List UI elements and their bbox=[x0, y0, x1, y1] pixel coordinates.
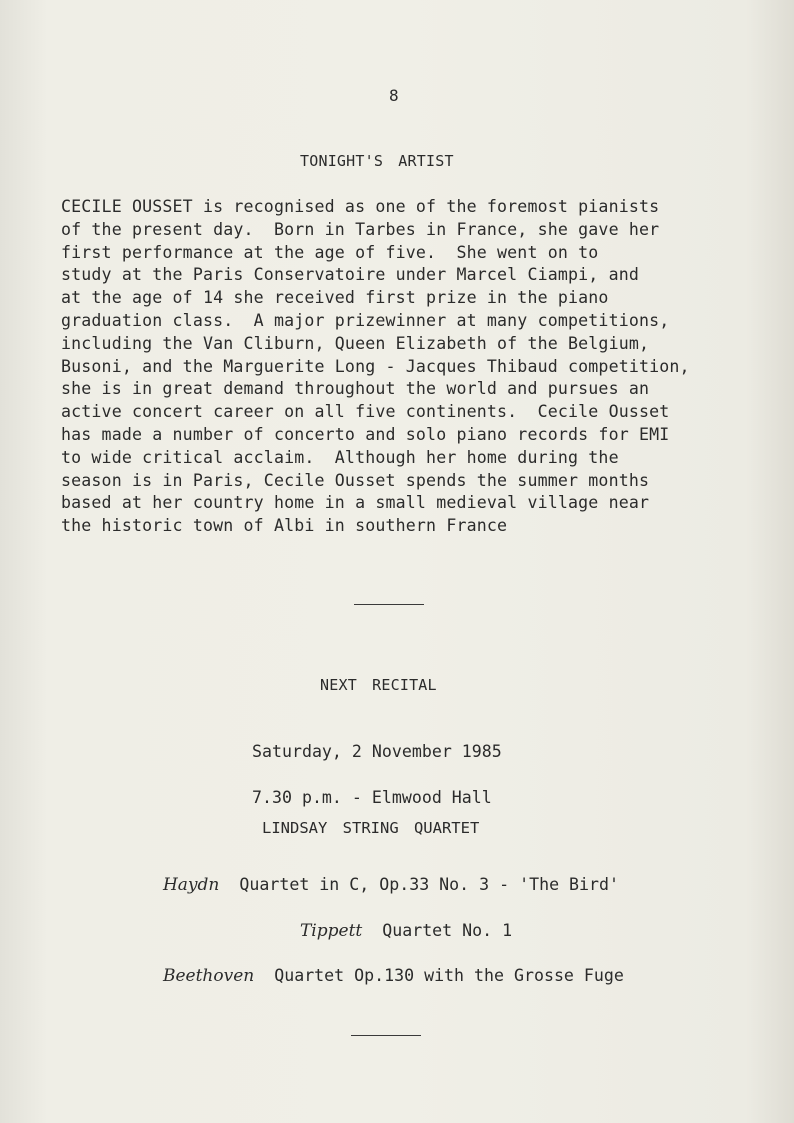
recital-time-venue: 7.30 p.m. - Elmwood Hall bbox=[252, 788, 492, 807]
bio-line: graduation class. A major prizewinner at many competitions, bbox=[61, 310, 670, 330]
bio-line: at the age of 14 she received first prize in the piano bbox=[61, 288, 609, 308]
bio-line: based at her country home in a small medieval village near bbox=[61, 493, 650, 513]
bio-line: including the Van Cliburn, Queen Elizabeth of the Belgium, bbox=[61, 333, 650, 353]
bio-line: of the present day. Born in Tarbes in France, she gave her bbox=[61, 219, 660, 239]
recital-ensemble: LINDSAY STRING QUARTET bbox=[262, 819, 480, 837]
footer-divider bbox=[351, 1035, 421, 1036]
artist-biography bbox=[61, 196, 781, 538]
composer-name: Tippett bbox=[299, 921, 363, 941]
recital-date: Saturday, 2 November 1985 bbox=[252, 742, 502, 761]
bio-line: season is in Paris, Cecile Ousset spends the summer months bbox=[61, 470, 650, 490]
bio-line: she is in great demand throughout the world and pursues an bbox=[61, 379, 650, 399]
next-recital-heading: NEXT RECITAL bbox=[320, 676, 437, 694]
page-number: 8 bbox=[389, 86, 399, 105]
tonights-artist-heading: TONIGHT'S ARTIST bbox=[300, 152, 454, 170]
bio-line: first performance at the age of five. She went on to bbox=[61, 242, 599, 262]
bio-line: the historic town of Albi in southern France bbox=[61, 516, 508, 536]
composer-name: Haydn bbox=[162, 875, 220, 895]
bio-line: study at the Paris Conservatoire under Marcel Ciampi, and bbox=[61, 265, 639, 285]
work-title: Quartet in C, Op.33 No. 3 - 'The Bird' bbox=[239, 875, 620, 894]
program-item bbox=[123, 947, 624, 1005]
work-title: Quartet Op.130 with the Grosse Fuge bbox=[274, 966, 624, 985]
bio-line: CECILE OUSSET is recognised as one of the foremost pianists bbox=[61, 197, 660, 216]
section-divider bbox=[354, 604, 424, 605]
composer-name: Beethoven bbox=[162, 966, 255, 986]
bio-line: active concert career on all five continents. Cecile Ousset bbox=[61, 402, 670, 422]
bio-line: to wide critical acclaim. Although her home during the bbox=[61, 447, 619, 467]
bio-line: has made a number of concerto and solo piano records for EMI bbox=[61, 424, 670, 444]
bio-line: Busoni, and the Marguerite Long - Jacques Thibaud competition, bbox=[61, 356, 690, 376]
work-title: Quartet No. 1 bbox=[382, 921, 513, 940]
